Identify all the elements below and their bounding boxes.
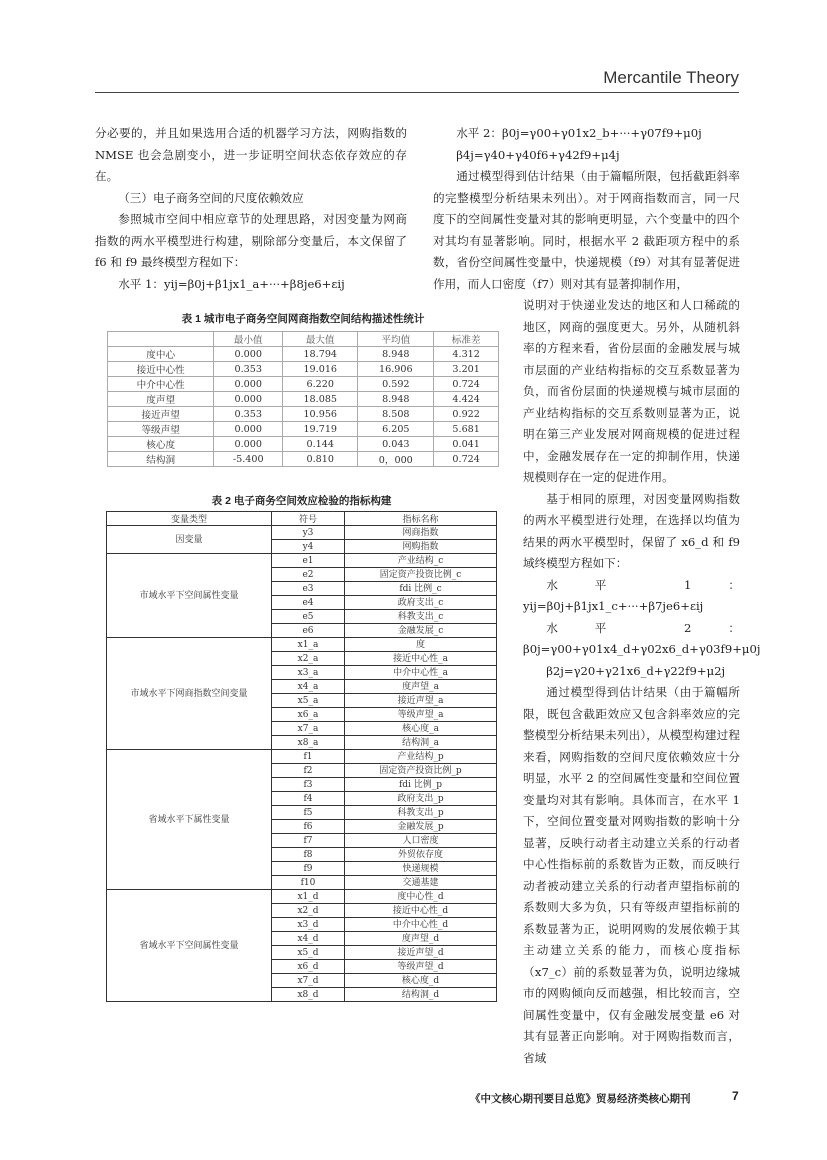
table-cell: 0.041 [434,437,499,452]
column-header [108,332,214,347]
indicator-name-cell: 政府支出_c [345,596,497,610]
symbol-cell: x3_d [272,918,345,932]
symbol-cell: x4_a [272,680,345,694]
variable-type-cell: 因变量 [107,526,272,554]
section-heading: （三）电子商务空间的尺度依赖效应 [118,190,304,205]
table2-body [107,526,497,1002]
table-cell: 6.205 [358,422,434,437]
symbol-cell: x8_a [272,736,345,750]
right-column-narrow [523,295,761,1069]
column-header: 变量类型 [107,512,272,526]
indicator-name-cell: 接近中心性_a [345,652,497,666]
table-cell: 4.312 [434,347,499,362]
symbol-cell: x6_a [272,708,345,722]
symbol-cell: f9 [272,862,345,876]
table-row [108,407,499,422]
table-row [108,392,499,407]
indicator-name-cell: 固定资产投资比例_c [345,568,497,582]
table-cell: 6.220 [283,377,358,392]
table-cell: 0.000 [214,392,283,407]
table-row [107,750,497,764]
table1-caption: 表 1 城市电子商务空间网商指数空间结构描述性统计 [181,313,425,325]
indicator-name-cell: 度 [345,638,497,652]
table-cell: 0.000 [214,347,283,362]
symbol-cell: f10 [272,876,345,890]
indicator-name-cell: 固定资产投资比例_p [345,764,497,778]
paragraph: 说明对于快递业发达的地区和人口稀疏的地区，网商的强度更大。另外，从随机斜率的方程来看，省份层面的金融发展与城市层面的产业结构指标的交互系数显著为负，而省份层面的快递规模与城市层面的产业结构指标的交互系数则显著为正，说明在第三产业发展对网商规模的促进过程中，金融发展存在一定的抑制作用，快递规模则存在一定的促进作用。 [523,298,740,484]
right-column-top [433,123,740,295]
table-cell: 度中心 [108,347,214,362]
table-row [108,437,499,452]
symbol-cell: e6 [272,624,345,638]
journal-title: Mercantile Theory [603,68,739,87]
symbol-cell: x5_d [272,946,345,960]
column-header: 最大值 [283,332,358,347]
equation: β2j=γ20+γ21x6_d+γ22f9+μ2j [546,663,726,678]
column-header: 指标名称 [345,512,497,526]
indicator-name-cell: fdi 比例_c [345,582,497,596]
table-cell: 度声望 [108,392,214,407]
paragraph: 参照城市空间中相应章节的处理思路，对因变量为网商指数的两水平模型进行构建，剔除部分变量后，本文保留了 f6 和 f9 最终模型方程如下： [95,212,407,269]
indicator-name-cell: 中介中心性_a [345,666,497,680]
symbol-cell: x6_d [272,960,345,974]
table-cell: 0.000 [214,377,283,392]
table1-body [108,347,499,467]
symbol-cell: f4 [272,792,345,806]
table-row [107,638,497,652]
equation: 水平 1：yij=β0j+β1jx1_c+···+β7je6+εij [523,577,740,613]
symbol-cell: x2_d [272,904,345,918]
equation: 水平 2：β0j=γ00+γ01x4_d+γ02x6_d+γ03f9+μ0j [523,620,761,656]
table-cell: 接近声望 [108,407,214,422]
table-row [108,347,499,362]
table-cell: 0.144 [283,437,358,452]
column-header: 平均值 [358,332,434,347]
indicator-name-cell: 快递规模 [345,862,497,876]
symbol-cell: x4_d [272,932,345,946]
table-cell: 结构洞 [108,452,214,467]
table-cell: 19.016 [283,362,358,377]
symbol-cell: e2 [272,568,345,582]
table-cell: 8.508 [358,407,434,422]
indicator-name-cell: 结构洞_d [345,988,497,1002]
indicator-name-cell: 人口密度 [345,834,497,848]
paragraph: 通过模型得到估计结果（由于篇幅所限，包括截距斜率的完整模型分析结果未列出）。对于网商指数而言，同一尺度下的空间属性变量对其的影响更明显，六个变量中的四个对其均有显著影响。同时，根据水平 2 截距项方程中的系数，省份空间属性变量中，快递规模（f9）对其有显著促进作用，而人口密度（f7）则对其有显著抑制作用， [433,169,740,291]
table-row [107,554,497,568]
indicator-name-cell: 交通基建 [345,876,497,890]
symbol-cell: x2_a [272,652,345,666]
indicator-name-cell: 产业结构_p [345,750,497,764]
column-header: 最小值 [214,332,283,347]
table2-caption: 表 2 电子商务空间效应检验的指标构建 [211,495,392,507]
indicator-name-cell: 金融发展_c [345,624,497,638]
table-cell: 0.353 [214,362,283,377]
indicator-name-cell: 度声望_a [345,680,497,694]
indicator-name-cell: 度中心性_d [345,890,497,904]
paragraph: 基于相同的原理，对因变量网购指数的两水平模型进行处理，在选择以均值为结果的两水平模型时，保留了 x6_d 和 f9 域终模型方程如下： [523,491,740,570]
indicator-name-cell: 接近声望_a [345,694,497,708]
symbol-cell: y3 [272,526,345,540]
table-cell: 0.922 [434,407,499,422]
table-cell: 等级声望 [108,422,214,437]
symbol-cell: x3_a [272,666,345,680]
equation: 水平 1：yij=β0j+β1jx1_a+···+β8je6+εij [118,276,345,291]
table-cell: 3.201 [434,362,499,377]
page-number: 7 [732,1089,739,1103]
indicator-name-cell: 科教支出_p [345,806,497,820]
indicator-name-cell: 网购指数 [345,540,497,554]
indicator-name-cell: 金融发展_p [345,820,497,834]
variable-type-cell: 市域水平下空间属性变量 [107,554,272,638]
indicator-name-cell: 度声望_d [345,932,497,946]
symbol-cell: f2 [272,764,345,778]
table2 [106,511,497,1002]
symbol-cell: e4 [272,596,345,610]
table-cell: 核心度 [108,437,214,452]
table-cell: 0.724 [434,377,499,392]
column-header: 标准差 [434,332,499,347]
table-cell: 5.681 [434,422,499,437]
symbol-cell: f1 [272,750,345,764]
table-cell: 8.948 [358,392,434,407]
table-cell: 0.353 [214,407,283,422]
header-rule [95,92,739,93]
paragraph: 分必要的，并且如果选用合适的机器学习方法，网购指数的 NMSE 也会急剧变小，进一步证明空间状态依存效应的存在。 [95,126,407,183]
table-cell: 0.043 [358,437,434,452]
footer-journal-note: 《中文核心期刊要目总览》贸易经济类核心期刊 [470,1093,691,1105]
symbol-cell: f5 [272,806,345,820]
variable-type-cell: 省域水平下空间属性变量 [107,890,272,1002]
symbol-cell: e3 [272,582,345,596]
table-cell: 18.085 [283,392,358,407]
table1 [107,331,499,467]
table-cell: 18.794 [283,347,358,362]
table-row [108,422,499,437]
table-cell: 中介中心性 [108,377,214,392]
table-row [107,526,497,540]
symbol-cell: x7_d [272,974,345,988]
symbol-cell: x5_a [272,694,345,708]
symbol-cell: f3 [272,778,345,792]
equation: β4j=γ40+γ40f6+γ42f9+μ4j [456,147,620,162]
symbol-cell: x8_d [272,988,345,1002]
table-row [108,452,499,467]
symbol-cell: x1_d [272,890,345,904]
table-cell: 4.424 [434,392,499,407]
table-cell: 接近中心性 [108,362,214,377]
table-cell: -5.400 [214,452,283,467]
table-cell: 8.948 [358,347,434,362]
indicator-name-cell: 接近声望_d [345,946,497,960]
symbol-cell: f7 [272,834,345,848]
indicator-name-cell: 接近中心性_d [345,904,497,918]
table-cell: 19.719 [283,422,358,437]
symbol-cell: x7_a [272,722,345,736]
indicator-name-cell: 中介中心性_d [345,918,497,932]
indicator-name-cell: 产业结构_c [345,554,497,568]
symbol-cell: x1_a [272,638,345,652]
indicator-name-cell: 科教支出_c [345,610,497,624]
indicator-name-cell: 网商指数 [345,526,497,540]
table-header-row [108,332,499,347]
table-cell: 0.000 [214,437,283,452]
table-cell: 16.906 [358,362,434,377]
indicator-name-cell: 核心度_d [345,974,497,988]
indicator-name-cell: 核心度_a [345,722,497,736]
symbol-cell: f8 [272,848,345,862]
left-column [95,123,407,295]
symbol-cell: f6 [272,820,345,834]
variable-type-cell: 市域水平下网商指数空间变量 [107,638,272,750]
table-cell: 0.810 [283,452,358,467]
variable-type-cell: 省域水平下属性变量 [107,750,272,890]
indicator-name-cell: 政府支出_p [345,792,497,806]
table-cell: 0.724 [434,452,499,467]
table-cell: 0.592 [358,377,434,392]
table-cell: 0，000 [358,452,434,467]
table-cell: 0.000 [214,422,283,437]
paragraph: 通过模型得到估计结果（由于篇幅所限，既包含截距效应又包含斜率效应的完整模型分析结果未列出），从模型构建过程来看，网购指数的空间尺度依赖效应十分明显，水平 2 的空间属性变量和空间位置变量均对其有影响。具体而言，在水平 1 下，空间位置变量对网购指数的影响十分显著，反映行动者主动建立关系的行动者中心性指标前的系数皆为正数，而反映行动者被动建立关系的行动者声望指标前的系数则大多为负，只有等级声望指标前的系数显著为正，说明网购的发展依赖于其主动建立关系的能力，而核心度指标（x7_c）前的系数显著为负，说明边缘城市的网购倾向反而越强，相比较而言，空间属性变量中，仅有金融发展变量 e6 对其有显著正向影响。对于网购指数而言，省域 [523,685,740,1065]
column-header: 符号 [272,512,345,526]
indicator-name-cell: 外贸依存度 [345,848,497,862]
indicator-name-cell: 等级声望_d [345,960,497,974]
indicator-name-cell: fdi 比例_p [345,778,497,792]
table-header-row [107,512,497,526]
symbol-cell: e1 [272,554,345,568]
equation: 水平 2：β0j=γ00+γ01x2_b+···+γ07f9+μ0j [456,126,702,140]
table-row [108,377,499,392]
symbol-cell: e5 [272,610,345,624]
table-row [107,890,497,904]
indicator-name-cell: 结构洞_a [345,736,497,750]
table-row [108,362,499,377]
indicator-name-cell: 等级声望_a [345,708,497,722]
symbol-cell: y4 [272,540,345,554]
table-cell: 10.956 [283,407,358,422]
